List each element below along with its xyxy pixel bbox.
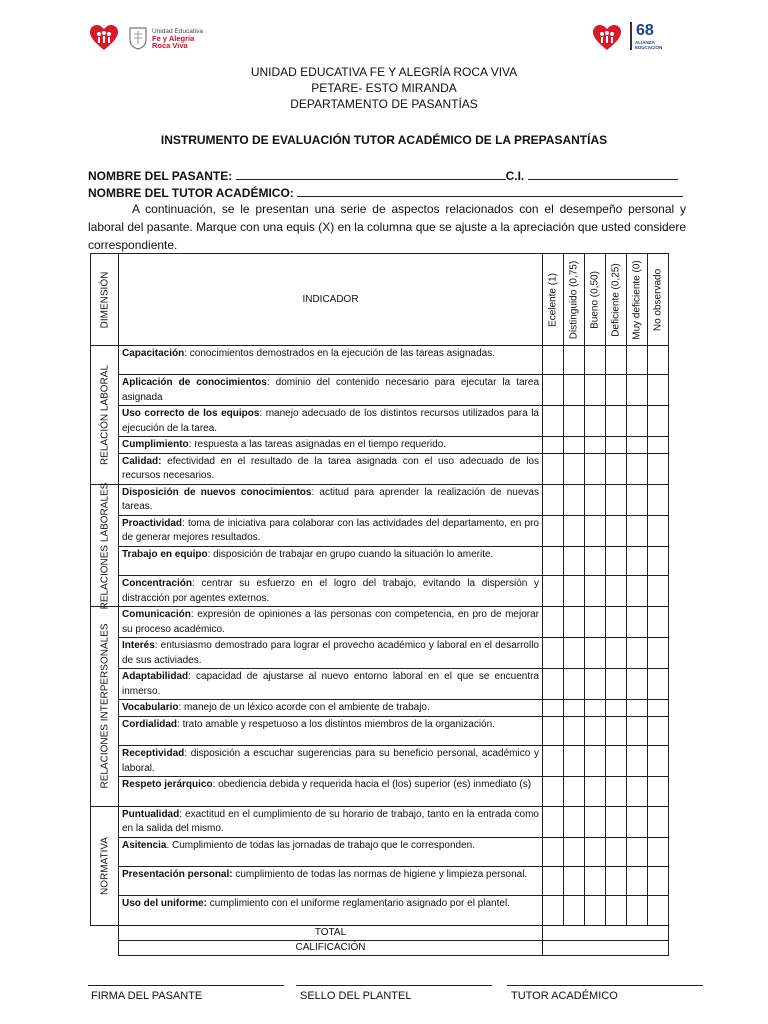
signature-line-sello[interactable]	[296, 985, 492, 986]
table-row	[91, 375, 669, 406]
table-row	[91, 515, 669, 546]
rating-cell[interactable]	[648, 716, 669, 745]
indicator-cell	[119, 806, 543, 837]
rating-cell[interactable]	[543, 866, 564, 895]
rating-cell[interactable]	[606, 746, 627, 777]
indicator-cell	[119, 546, 543, 575]
dimension-label: RELACIÓN LABORAL	[99, 364, 110, 465]
indicator-term: Interés	[122, 640, 155, 652]
indicator-cell	[119, 453, 543, 484]
indicator-cell	[119, 406, 543, 437]
table-row	[91, 896, 669, 925]
rating-cell[interactable]	[543, 375, 564, 406]
indicator-cell	[119, 638, 543, 669]
rating-cell[interactable]	[627, 515, 648, 546]
indicator-term: Cordialidad	[122, 718, 178, 730]
rating-cell[interactable]	[627, 669, 648, 700]
rating-cell[interactable]	[543, 638, 564, 669]
indicator-term: Concentración	[122, 578, 193, 590]
table-row	[91, 546, 669, 575]
rating-cell[interactable]	[648, 406, 669, 437]
rating-cell[interactable]	[648, 576, 669, 607]
indicator-term: Disposición de nuevos conocimientos	[122, 486, 312, 498]
rating-cell[interactable]	[627, 546, 648, 575]
indicator-cell	[119, 777, 543, 806]
dimension-cell	[91, 346, 119, 485]
rating-cell[interactable]	[606, 484, 627, 515]
rating-cell[interactable]	[585, 453, 606, 484]
rating-cell[interactable]	[564, 777, 585, 806]
total-value-cell[interactable]	[543, 925, 669, 940]
signature-line-tutor[interactable]	[507, 985, 703, 986]
rating-cell[interactable]	[585, 546, 606, 575]
rating-cell[interactable]	[648, 866, 669, 895]
main-title: INSTRUMENTO DE EVALUACIÓN TUTOR ACADÉMICO DE LA PREPASANTÍAS	[160, 133, 608, 147]
rating-cell[interactable]	[627, 607, 648, 638]
table-row	[91, 777, 669, 806]
rating-cell[interactable]	[606, 806, 627, 837]
rating-cell[interactable]	[585, 576, 606, 607]
fe-y-alegria-heart-icon	[90, 25, 118, 51]
signature-line-pasante[interactable]	[88, 985, 284, 986]
evaluation-table	[90, 253, 669, 956]
rating-cell[interactable]	[543, 607, 564, 638]
table-row	[91, 866, 669, 895]
dimension-label: NORMATIVA	[99, 836, 110, 895]
rating-cell[interactable]	[585, 638, 606, 669]
table-row	[91, 607, 669, 638]
indicator-term: Presentación personal:	[122, 868, 233, 880]
signature-label-sello: SELLO DEL PLANTEL	[300, 990, 412, 1002]
dimension-cell	[91, 482, 119, 609]
evaluation-rows	[91, 346, 669, 926]
rating-cell[interactable]	[648, 375, 669, 406]
rating-cell[interactable]	[543, 453, 564, 484]
fe-y-alegria-heart-icon-right	[593, 25, 621, 51]
indicator-term: Cumplimiento	[122, 439, 189, 451]
table-row	[91, 716, 669, 745]
indicator-description: . Cumplimiento de todas las jornadas de trabajo que le corresponden.	[166, 839, 475, 851]
indicator-description: cumplimiento con el uniforme reglamentario asignado por el plantel.	[207, 898, 510, 910]
rating-cell[interactable]	[585, 515, 606, 546]
rating-cell[interactable]	[606, 346, 627, 375]
indicator-term: Aplicación de conocimientos	[122, 377, 267, 389]
rating-cell[interactable]	[648, 746, 669, 777]
rating-cell[interactable]	[648, 607, 669, 638]
header-indicador: INDICADOR	[119, 254, 543, 346]
table-row	[91, 576, 669, 607]
total-row	[91, 925, 669, 940]
rating-cell[interactable]	[543, 546, 564, 575]
indicator-cell	[119, 375, 543, 406]
indicator-description: : disposición a escuchar sugerencias para su beneficio personal, académico y laboral.	[122, 748, 539, 774]
rating-cell[interactable]	[648, 638, 669, 669]
pasante-name-line[interactable]	[236, 167, 506, 180]
rating-cell[interactable]	[627, 638, 648, 669]
table-row	[91, 437, 669, 454]
rating-cell[interactable]	[543, 806, 564, 837]
header-dimension	[91, 254, 119, 346]
indicator-description: : disposición de trabajar en grupo cuando la situación lo amerite.	[207, 548, 494, 560]
pasante-label: NOMBRE DEL PASANTE:	[88, 169, 233, 183]
rating-cell[interactable]	[543, 346, 564, 375]
indicator-description: : expresión de opiniones a las personas con competencia, en pro de mejorar su proceso académico.	[122, 609, 539, 635]
calificacion-value-cell[interactable]	[543, 940, 669, 955]
table-row	[91, 806, 669, 837]
indicator-cell	[119, 669, 543, 700]
table-row	[91, 669, 669, 700]
alianza-68-logo	[630, 22, 663, 56]
rating-cell[interactable]	[543, 837, 564, 866]
indicator-cell	[119, 484, 543, 515]
rating-cell[interactable]	[543, 576, 564, 607]
rating-cell[interactable]	[627, 700, 648, 717]
rating-cell[interactable]	[648, 669, 669, 700]
rating-cell[interactable]	[543, 896, 564, 925]
rating-cell[interactable]	[606, 406, 627, 437]
rating-cell[interactable]	[564, 806, 585, 837]
scale-header-text: Distinguido (0,75)	[568, 260, 580, 339]
indicator-term: Adaptabilidad	[122, 671, 189, 683]
indicator-description: : trato amable y respetuoso a los distintos miembros de la organización.	[177, 718, 495, 730]
indicator-description: : toma de iniciativa para colaborar con las actividades del departamento, en pro de generar mejores resultados.	[122, 517, 539, 544]
scale-header	[564, 254, 585, 346]
rating-cell[interactable]	[585, 669, 606, 700]
rating-cell[interactable]	[627, 806, 648, 837]
indicator-term: Respeto jerárquico	[122, 779, 213, 791]
table-row	[91, 453, 669, 484]
table-row	[91, 638, 669, 669]
rating-cell[interactable]	[627, 437, 648, 454]
rating-cell[interactable]	[564, 437, 585, 454]
scale-header	[627, 254, 648, 346]
table-row	[91, 346, 669, 375]
rating-cell[interactable]	[585, 375, 606, 406]
dimension-cell	[91, 607, 119, 806]
rating-cell[interactable]	[648, 546, 669, 575]
table-header-row	[91, 254, 669, 346]
rating-cell[interactable]	[606, 866, 627, 895]
calificacion-row	[91, 940, 669, 955]
rating-cell[interactable]	[543, 515, 564, 546]
rating-cell[interactable]	[606, 576, 627, 607]
rating-cell[interactable]	[648, 453, 669, 484]
rating-cell[interactable]	[564, 837, 585, 866]
rating-cell[interactable]	[543, 777, 564, 806]
rating-cell[interactable]	[627, 746, 648, 777]
indicator-term: Asitencia	[122, 839, 167, 851]
ci-label: C.I.	[505, 169, 525, 183]
signature-label-tutor: TUTOR ACADÉMICO	[511, 990, 618, 1002]
calificacion-spacer	[91, 940, 119, 955]
table-row	[91, 837, 669, 866]
rating-cell[interactable]	[627, 346, 648, 375]
rating-cell[interactable]	[585, 484, 606, 515]
table-row	[91, 746, 669, 777]
tutor-name-line[interactable]	[297, 184, 683, 197]
logo-number: 68	[636, 22, 654, 39]
ci-line[interactable]	[528, 167, 678, 180]
indicator-description: : entusiasmo demostrado para lograr el provecho académico y laboral en el desarrollo de sus activiades.	[122, 640, 539, 666]
scale-header-text: Deficiente (0,25)	[610, 262, 622, 337]
rating-cell[interactable]	[606, 546, 627, 575]
indicator-description: : manejo de un léxico acorde con el ambiente de trabajo.	[178, 702, 430, 714]
table-row	[91, 484, 669, 515]
rating-cell[interactable]	[585, 866, 606, 895]
indicator-description: : actitud para aprender la realización de nuevas tareas.	[122, 486, 539, 513]
indicator-term: Trabajo en equipo	[122, 548, 208, 560]
rating-cell[interactable]	[606, 607, 627, 638]
dimension-cell	[91, 806, 119, 925]
rating-cell[interactable]	[648, 346, 669, 375]
rating-cell[interactable]	[627, 896, 648, 925]
rating-cell[interactable]	[627, 777, 648, 806]
indicator-cell	[119, 700, 543, 717]
dimension-label: RELACIONES LABORALES	[99, 482, 110, 609]
rating-cell[interactable]	[648, 700, 669, 717]
indicator-term: Uso del uniforme:	[122, 898, 208, 910]
signature-label-pasante: FIRMA DEL PASANTE	[91, 990, 203, 1002]
scale-header	[606, 254, 627, 346]
rating-cell[interactable]	[606, 437, 627, 454]
rating-cell[interactable]	[585, 607, 606, 638]
scale-header-text: Bueno (0,50)	[589, 270, 601, 329]
indicator-cell	[119, 576, 543, 607]
indicator-description: : centrar su esfuerzo en el logro del trabajo, evitando la dispersión y distracción por agentes externos.	[122, 578, 539, 604]
indicator-cell	[119, 437, 543, 454]
indicator-cell	[119, 746, 543, 777]
title-line1: UNIDAD EDUCATIVA FE Y ALEGRÍA ROCA VIVA	[250, 65, 518, 79]
scale-header	[648, 254, 669, 346]
rating-cell[interactable]	[543, 406, 564, 437]
scale-header-text: Muy deficiente (0)	[631, 259, 643, 340]
indicator-term: Proactividad	[122, 517, 183, 529]
rating-cell[interactable]	[606, 896, 627, 925]
rating-cell[interactable]	[564, 866, 585, 895]
rating-cell[interactable]	[606, 716, 627, 745]
rating-cell[interactable]	[606, 638, 627, 669]
scale-header-text: No observado	[652, 268, 664, 331]
intro-text: A continuación, se le presentan una serie de aspectos relacionados con el desempeño personal y laboral del pasante. Marque con una equis (X) en la columna que se ajuste a la apreciación que usted considere correspondiente.	[88, 202, 686, 252]
rating-cell[interactable]	[585, 896, 606, 925]
total-label: TOTAL	[119, 925, 543, 940]
rating-cell[interactable]	[564, 576, 585, 607]
indicator-cell	[119, 607, 543, 638]
rating-cell[interactable]	[564, 484, 585, 515]
indicator-description: cumplimiento de todas las normas de higiene y limpieza personal.	[232, 868, 528, 880]
rating-cell[interactable]	[648, 806, 669, 837]
rating-cell[interactable]	[564, 700, 585, 717]
rating-cell[interactable]	[564, 716, 585, 745]
rating-cell[interactable]	[627, 716, 648, 745]
pasante-field-row	[88, 167, 678, 183]
rating-cell[interactable]	[543, 484, 564, 515]
indicator-term: Calidad:	[122, 455, 162, 467]
rating-cell[interactable]	[543, 700, 564, 717]
indicator-cell	[119, 837, 543, 866]
total-spacer	[91, 925, 119, 940]
indicator-description: : conocimientos demostrados en la ejecución de las tareas asignadas.	[184, 348, 495, 359]
dimension-label: RELACIONES INTERPERSONALES	[99, 623, 110, 789]
institution-line1: Unidad Educativa	[152, 28, 203, 35]
rating-cell[interactable]	[606, 837, 627, 866]
indicator-description: : capacidad de ajustarse al nuevo entorno laboral en el que se encuentra inmerso.	[122, 671, 539, 697]
rating-cell[interactable]	[585, 437, 606, 454]
rating-cell[interactable]	[585, 777, 606, 806]
rating-cell[interactable]	[606, 777, 627, 806]
institution-line3: Roca Viva	[152, 41, 188, 50]
scale-header-text: Ecelente (1)	[547, 272, 559, 327]
indicator-term: Uso correcto de los equipos	[122, 408, 260, 420]
rating-cell[interactable]	[648, 515, 669, 546]
rating-cell[interactable]	[627, 375, 648, 406]
indicator-cell	[119, 515, 543, 546]
rating-cell[interactable]	[606, 515, 627, 546]
rating-cell[interactable]	[543, 437, 564, 454]
rating-cell[interactable]	[564, 607, 585, 638]
table-row	[91, 700, 669, 717]
tutor-label: NOMBRE DEL TUTOR ACADÉMICO:	[88, 186, 294, 200]
rating-cell[interactable]	[585, 746, 606, 777]
rating-cell[interactable]	[627, 484, 648, 515]
rating-cell[interactable]	[564, 669, 585, 700]
rating-cell[interactable]	[627, 406, 648, 437]
indicator-description: : manejo adecuado de los distintos recursos utilizados para la ejecución de la tarea.	[122, 408, 539, 434]
table-row	[91, 406, 669, 437]
rating-cell[interactable]	[564, 375, 585, 406]
scale-header	[543, 254, 564, 346]
rating-cell[interactable]	[585, 700, 606, 717]
rating-cell[interactable]	[585, 837, 606, 866]
indicator-term: Capacitación	[122, 348, 185, 359]
rating-cell[interactable]	[648, 777, 669, 806]
rating-cell[interactable]	[648, 837, 669, 866]
rating-cell[interactable]	[648, 437, 669, 454]
indicator-term: Puntualidad	[122, 808, 180, 820]
rating-cell[interactable]	[585, 406, 606, 437]
scale-header	[585, 254, 606, 346]
indicator-term: Comunicación	[122, 609, 191, 621]
rating-cell[interactable]	[564, 406, 585, 437]
title-line3: DEPARTAMENTO DE PASANTÍAS	[290, 97, 478, 111]
rating-cell[interactable]	[648, 896, 669, 925]
rating-cell[interactable]	[627, 453, 648, 484]
indicator-description: : exactitud en el cumplimiento de su horario de trabajo, tanto en la entrada como en la salida del mismo.	[122, 808, 539, 835]
indicator-description: : respuesta a las tareas asignadas en el tiempo requerido.	[188, 439, 447, 451]
rating-cell[interactable]	[606, 700, 627, 717]
rating-cell[interactable]	[606, 375, 627, 406]
rating-cell[interactable]	[585, 346, 606, 375]
rating-cell[interactable]	[564, 515, 585, 546]
rating-cell[interactable]	[564, 453, 585, 484]
calificacion-label: CALIFICACIÓN	[119, 940, 543, 955]
rating-cell[interactable]	[627, 576, 648, 607]
rating-cell[interactable]	[543, 746, 564, 777]
logo-subtext: ALIANZA EDUCACIÓN	[635, 40, 663, 50]
indicator-cell	[119, 896, 543, 925]
indicator-term: Receptividad	[122, 748, 185, 760]
rating-cell[interactable]	[543, 669, 564, 700]
title-line2: PETARE- ESTO MIRANDA	[311, 81, 457, 95]
rating-cell[interactable]	[564, 346, 585, 375]
indicator-cell	[119, 866, 543, 895]
rating-cell[interactable]	[564, 896, 585, 925]
institution-line2: Fe y Alegría	[152, 34, 195, 43]
rating-cell[interactable]	[564, 746, 585, 777]
tutor-field-row	[88, 184, 683, 200]
indicator-cell	[119, 716, 543, 745]
indicator-cell	[119, 346, 543, 375]
rating-cell[interactable]	[585, 806, 606, 837]
rating-cell[interactable]	[585, 716, 606, 745]
intro-paragraph	[88, 200, 686, 254]
rating-cell[interactable]	[564, 546, 585, 575]
rating-cell[interactable]	[606, 453, 627, 484]
indicator-description: efectividad en el resultado de la tarea asignada con el uso adecuado de los recursos necesarios.	[122, 455, 539, 482]
rating-cell[interactable]	[648, 484, 669, 515]
indicator-description: : dominio del contenido necesario para ejecutar la tarea asignada	[122, 377, 540, 403]
rating-cell[interactable]	[606, 669, 627, 700]
indicator-term: Vocabulario	[122, 702, 179, 714]
header-logos	[0, 22, 768, 56]
rating-cell[interactable]	[564, 638, 585, 669]
rating-cell[interactable]	[543, 716, 564, 745]
rating-cell[interactable]	[627, 866, 648, 895]
indicator-description: : obediencia debida y requerida hacia el (los) superior (es) inmediato (s)	[212, 779, 532, 791]
header-dimension-text: DIMENSIÓN	[99, 271, 110, 328]
rating-cell[interactable]	[627, 837, 648, 866]
school-seal-icon	[128, 26, 148, 50]
institution-text	[152, 28, 203, 49]
